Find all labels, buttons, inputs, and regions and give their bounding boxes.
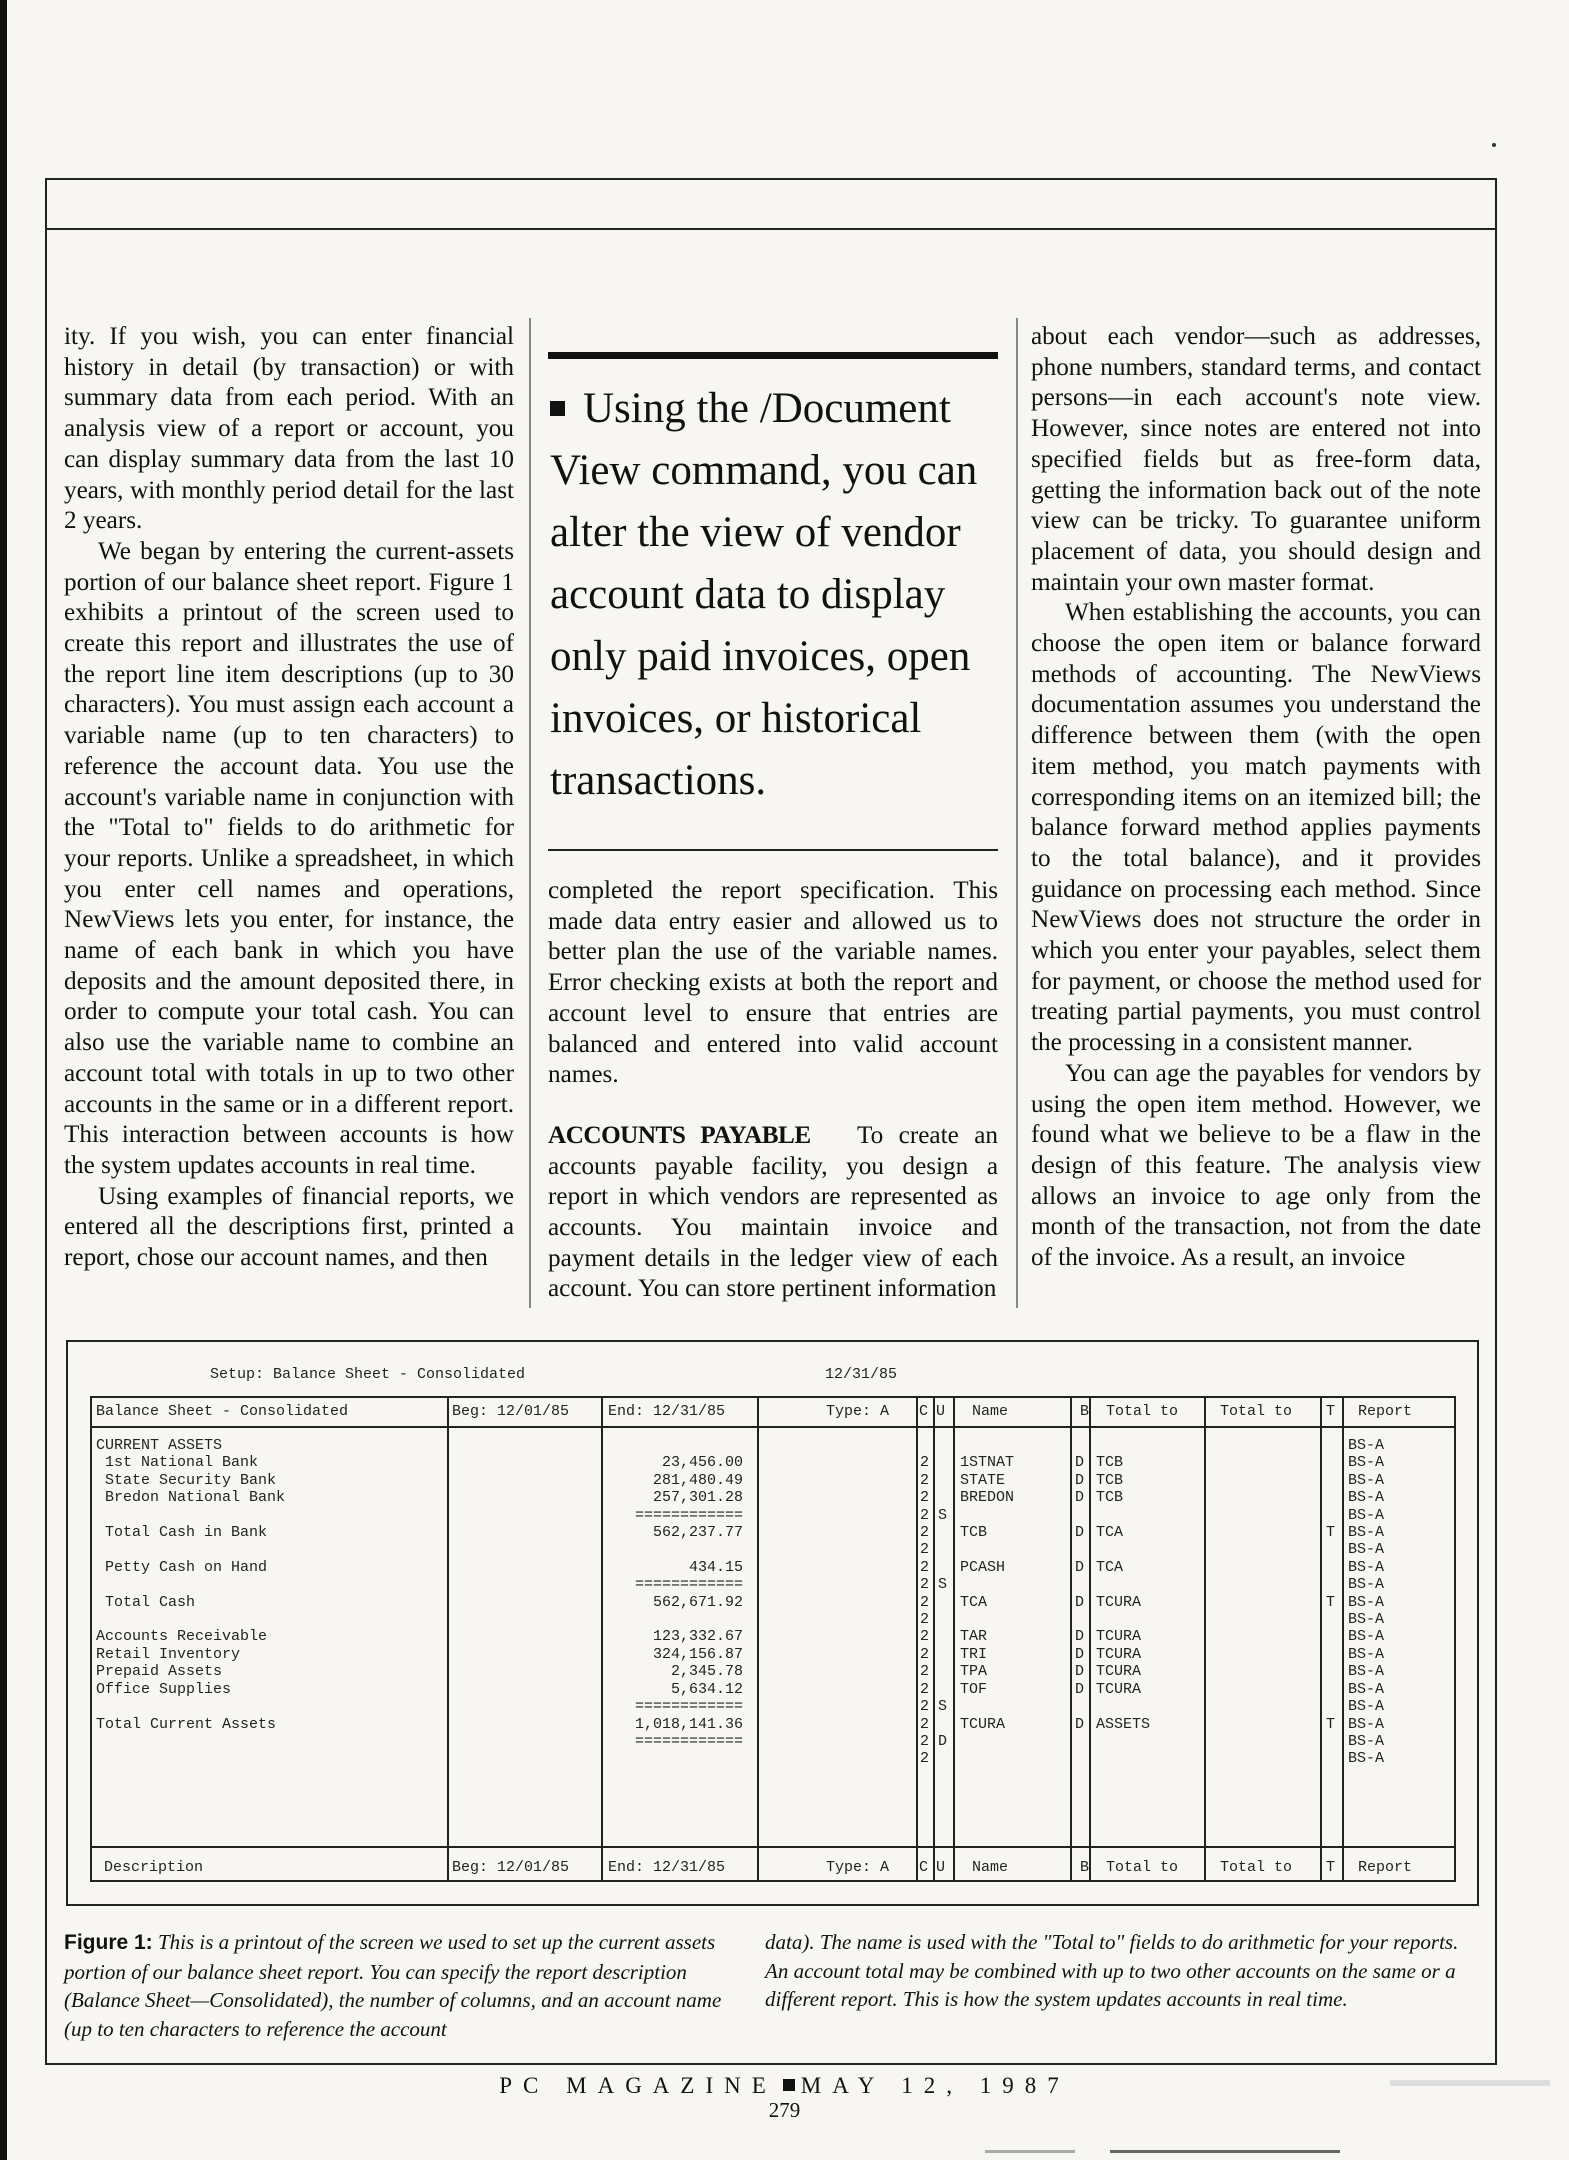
pull-quote [550,378,1000,812]
figure-screen [90,1396,1456,1882]
bullet-icon [550,401,565,416]
grid-line [1070,1396,1072,1882]
paragraph: We began by entering the current-assets portion of our balance sheet report. Figure 1 exhibits a printout of the screen used to create this report and illustrates the use of the report line item descriptions (up to 30 characters). You must assign each account a variable name (up to ten characters) to reference the account data. You use the account's variable name in conjunction with the "Total to" fields to do arithmetic for your reports. Unlike a spreadsheet, in which you enter cell names and operations, NewViews lets you enter, for instance, the name of each bank in which you have deposits and the amount deposited there, in order to compute your total cash. You can also use the variable name to combine an account total with totals in up to two other accounts in the same or in a different report. This interaction between accounts is how the system updates accounts in real time. [64,537,514,1179]
grid-line [953,1396,955,1882]
binding-edge [0,0,7,2160]
pull-quote-top-rule [548,352,998,359]
type-label: Type: A [826,1859,890,1876]
total-to-column: TCB TCB TCB TCA TCA TCURA TCURA TCURA TCURA TCURA ASSETS [1096,1454,1151,1733]
paragraph: When establishing the accounts, you can choose the open item or balance forward methods of accounting. The NewViews documentation assumes you understand the difference between them (with the open item method, you match payments with corresponding items on an itemized bill; the balance forward method applies payments to the total balance), and it provides guidance on processing each method. Since NewViews does not structure the order in which you enter your payables, select them for payment, or choose the method used for treating partial payments, you must control the processing in a consistent manner. [1031,599,1481,1057]
scan-mark [1390,2080,1550,2086]
magazine-footer [0,2073,1569,2099]
paragraph-text: To create an accounts payable facility, you design a report in which vendors are represented as accounts. You maintain invoice and payment details in the ledger view of each account. You can store pertinent information [548,1121,998,1303]
name-header: Name [972,1403,1009,1420]
end-date: End: 12/31/85 [608,1403,726,1420]
figure-caption [64,1928,734,2043]
paragraph: You can age the payables for vendors by using the open item method. However, we found what we believe to be a flaw in the design of this feature. The analysis view allows an invoice to age only from the month of the transaction, not from the date of the invoice. As a result, an invoice [1031,1059,1481,1272]
caption-label: Figure 1: [64,1931,153,1954]
paragraph: about each vendor—such as addresses, phone numbers, standard terms, and contact persons—in each account's note view. However, since notes are entered not into specified fields but as free-form data, getting the information back out of the note view can be tricky. To guarantee uniform placement of data, you should design and maintain your own master format. [1031,323,1481,596]
total-to-header: Total to [1220,1403,1293,1420]
beg-date: Beg: 12/01/85 [452,1859,570,1876]
figure-setup-title: Setup: Balance Sheet - Consolidated [210,1366,526,1383]
b-column: D D D D D D D D D D D [1075,1454,1085,1733]
caption-text: This is a printout of the screen we used to set up the current assets portion of our balance sheet report. You can specify the report description (Balance Sheet—Consolidated), the number of columns, and an account name (up to ten characters to reference the account [64,1930,722,2041]
article-column-3 [1031,322,1481,1274]
magazine-name: PC MAGAZINE [499,2073,777,2098]
c-column: 2 2 2 2 2 2 2 2 2 2 2 2 2 2 2 2 2 2 [920,1454,930,1768]
name-column: 1STNAT STATE BREDON TCB PCASH TCA TAR TRI TPA TOF TCURA [960,1454,1015,1733]
b-header: B [1080,1859,1090,1876]
paragraph: ity. If you wish, you can enter financial history in detail (by transaction) or with summary data from each period. With an analysis view of a report or account, you can display summary data from the last 10 years, with monthly period detail for the last 2 years. [64,323,514,535]
paragraph: Using examples of financial reports, we entered all the descriptions first, printed a report, chose our account names, and then [64,1182,514,1272]
grid-line [757,1396,759,1882]
description-column: CURRENT ASSETS 1st National Bank State Security Bank Bredon National Bank Total Cash in Bank Petty Cash on Hand Total Cash Accounts Receivable Retail Inventory Prepaid Assets Office Supplies Total Current Assets [96,1437,286,1733]
scan-mark [985,2150,1075,2153]
c-header: C [919,1859,929,1876]
column-divider [1016,318,1018,1308]
amount-column: 23,456.00 281,480.49 257,301.28 ============ 562,237.77 434.15 ============ 562,671.92 123,332.67 324,156.87 2,345.78 5,634.12 ============ 1,018,141.36 ============ [634,1454,743,1750]
total-to-header: Total to [1106,1859,1179,1876]
bullet-icon [783,2079,795,2091]
beg-date: Beg: 12/01/85 [452,1403,570,1420]
column-divider [529,318,531,1308]
figure-setup-date: 12/31/85 [825,1366,898,1383]
grid-line [601,1396,603,1882]
article-column-2 [548,876,998,1305]
report-name: Balance Sheet - Consolidated [96,1403,349,1420]
c-header: C [919,1403,929,1420]
u-header: U [936,1403,946,1420]
page-number: 279 [768,2098,801,2122]
u-column: S S S D [938,1506,948,1750]
figure-footer-row [90,1846,1456,1884]
end-date: End: 12/31/85 [608,1859,726,1876]
t-header: T [1326,1403,1336,1420]
total-to-header: Total to [1220,1859,1293,1876]
description-label: Description [104,1859,204,1876]
grid-line [1342,1396,1344,1882]
name-header: Name [972,1859,1009,1876]
grid-line [447,1396,449,1882]
grid-line [933,1396,935,1882]
t-header: T [1326,1859,1336,1876]
b-header: B [1080,1403,1090,1420]
scan-mark [1110,2150,1340,2153]
t-column: T T T [1326,1524,1336,1733]
grid-line [916,1396,918,1882]
u-header: U [936,1859,946,1876]
figure-header-row [90,1396,1456,1428]
grid-line [1204,1396,1206,1882]
figure-caption-continued: data). The name is used with the "Total to" fields to do arithmetic for your reports. An account total may be combined with up to two other accounts on the same or a different report. This is how the system updates accounts in real time. [765,1930,1459,2011]
header-rule [45,228,1497,230]
pull-quote-bottom-rule [548,849,998,851]
report-header: Report [1358,1403,1413,1420]
print-speck [1492,143,1496,147]
total-to-header: Total to [1106,1403,1179,1420]
report-column: BS-A BS-A BS-A BS-A BS-A BS-A BS-A BS-A BS-A BS-A BS-A BS-A BS-A BS-A BS-A BS-A BS-A BS-A BS-A [1348,1437,1385,1768]
grid-line [1320,1396,1322,1882]
grid-line [1089,1396,1091,1882]
type-label: Type: A [826,1403,890,1420]
issue-date: MAY 12, 1987 [800,2073,1070,2098]
section-heading: ACCOUNTS PAYABLE [548,1121,811,1149]
paragraph [548,1121,998,1305]
report-header: Report [1358,1859,1413,1876]
paragraph: completed the report specification. This made data entry easier and allowed us to better plan the use of the variable names. Error checking exists at both the report and account level to ensure that entries are balanced and entered into valid account names. [548,877,998,1089]
article-column-1 [64,322,514,1274]
pull-quote-text: Using the /Document View command, you can alter the view of vendor account data to display only paid invoices, open invoices, or historical transactions. [550,385,978,804]
